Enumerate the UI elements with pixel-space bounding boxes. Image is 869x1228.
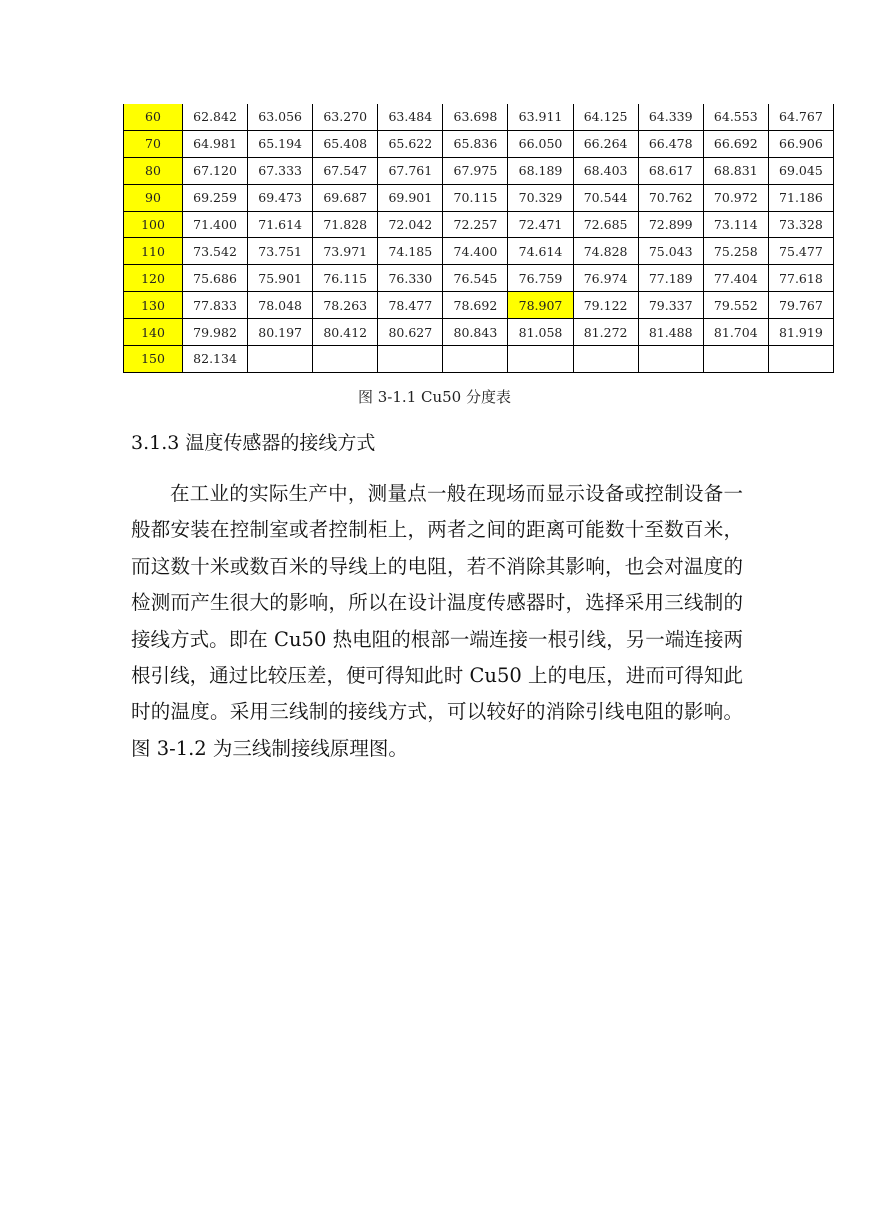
resistance-cell: 75.043 xyxy=(638,238,703,265)
resistance-cell: 73.328 xyxy=(768,211,833,238)
resistance-cell: 68.189 xyxy=(508,157,573,184)
resistance-cell: 64.981 xyxy=(183,130,248,157)
resistance-cell: 77.189 xyxy=(638,265,703,292)
resistance-cell: 70.762 xyxy=(638,184,703,211)
resistance-cell: 63.056 xyxy=(248,104,313,130)
resistance-cell: 76.759 xyxy=(508,265,573,292)
resistance-cell: 75.477 xyxy=(768,238,833,265)
resistance-cell xyxy=(573,346,638,373)
table-row xyxy=(124,346,834,373)
resistance-cell: 67.547 xyxy=(313,157,378,184)
resistance-cell: 80.843 xyxy=(443,319,508,346)
resistance-cell: 81.058 xyxy=(508,319,573,346)
resistance-cell xyxy=(508,346,573,373)
temperature-cell: 110 xyxy=(124,238,183,265)
resistance-cell: 74.400 xyxy=(443,238,508,265)
resistance-cell: 67.975 xyxy=(443,157,508,184)
resistance-cell: 64.553 xyxy=(703,104,768,130)
resistance-cell: 68.831 xyxy=(703,157,768,184)
resistance-cell: 62.842 xyxy=(183,104,248,130)
table-row xyxy=(124,319,834,346)
resistance-cell: 72.042 xyxy=(378,211,443,238)
resistance-cell: 68.617 xyxy=(638,157,703,184)
temperature-cell: 150 xyxy=(124,346,183,373)
resistance-cell: 81.488 xyxy=(638,319,703,346)
resistance-cell xyxy=(768,346,833,373)
temperature-cell: 130 xyxy=(124,292,183,319)
resistance-cell: 63.698 xyxy=(443,104,508,130)
resistance-cell: 78.263 xyxy=(313,292,378,319)
resistance-cell: 70.329 xyxy=(508,184,573,211)
resistance-cell: 80.197 xyxy=(248,319,313,346)
resistance-cell: 65.408 xyxy=(313,130,378,157)
body-paragraph: 在工业的实际生产中，测量点一般在现场而显示设备或控制设备一般都安装在控制室或者控制柜上，两者之间的距离可能数十至数百米，而这数十米或数百米的导线上的电阻，若不消除其影响，也会对温度的检测而产生很大的影响，所以在设计温度传感器时，选择采用三线制的接线方式。即在 Cu50 热电阻的根部一端连接一根引线，另一端连接两根引线，通过比较压差，便可得知此时 Cu50 上的电压，进而可得知此时的温度。采用三线制的接线方式，可以较好的消除引线电阻的影响。图 3-1.2 为三线制接线原理图。 xyxy=(131,482,743,760)
resistance-cell xyxy=(443,346,508,373)
highlighted-resistance-cell: 78.907 xyxy=(508,292,573,319)
resistance-cell: 65.622 xyxy=(378,130,443,157)
resistance-cell: 71.186 xyxy=(768,184,833,211)
resistance-cell: 70.544 xyxy=(573,184,638,211)
resistance-cell xyxy=(703,346,768,373)
resistance-cell: 65.194 xyxy=(248,130,313,157)
resistance-cell: 72.899 xyxy=(638,211,703,238)
table-row xyxy=(124,211,834,238)
temperature-cell: 70 xyxy=(124,130,183,157)
resistance-cell: 77.833 xyxy=(183,292,248,319)
resistance-cell: 73.971 xyxy=(313,238,378,265)
table-row xyxy=(124,265,834,292)
resistance-cell: 73.751 xyxy=(248,238,313,265)
resistance-cell: 74.614 xyxy=(508,238,573,265)
resistance-cell: 77.618 xyxy=(768,265,833,292)
resistance-cell: 79.767 xyxy=(768,292,833,319)
resistance-cell: 67.761 xyxy=(378,157,443,184)
resistance-cell: 69.473 xyxy=(248,184,313,211)
resistance-cell: 81.272 xyxy=(573,319,638,346)
resistance-cell xyxy=(378,346,443,373)
resistance-cell: 71.828 xyxy=(313,211,378,238)
resistance-cell: 69.687 xyxy=(313,184,378,211)
resistance-cell xyxy=(248,346,313,373)
resistance-cell: 64.125 xyxy=(573,104,638,130)
resistance-cell: 80.627 xyxy=(378,319,443,346)
resistance-cell: 70.972 xyxy=(703,184,768,211)
resistance-cell: 73.114 xyxy=(703,211,768,238)
resistance-cell: 75.258 xyxy=(703,238,768,265)
resistance-cell: 63.484 xyxy=(378,104,443,130)
resistance-cell: 73.542 xyxy=(183,238,248,265)
section-heading: 3.1.3 温度传感器的接线方式 xyxy=(131,432,376,454)
resistance-cell: 79.552 xyxy=(703,292,768,319)
resistance-cell: 76.330 xyxy=(378,265,443,292)
resistance-cell: 66.478 xyxy=(638,130,703,157)
resistance-cell: 76.974 xyxy=(573,265,638,292)
resistance-cell: 72.471 xyxy=(508,211,573,238)
resistance-cell: 70.115 xyxy=(443,184,508,211)
resistance-cell: 66.264 xyxy=(573,130,638,157)
resistance-cell: 69.045 xyxy=(768,157,833,184)
resistance-cell: 77.404 xyxy=(703,265,768,292)
resistance-cell: 79.337 xyxy=(638,292,703,319)
temperature-cell: 60 xyxy=(124,104,183,130)
resistance-cell xyxy=(638,346,703,373)
table-row xyxy=(124,184,834,211)
resistance-cell: 72.685 xyxy=(573,211,638,238)
resistance-cell: 67.120 xyxy=(183,157,248,184)
resistance-cell: 66.692 xyxy=(703,130,768,157)
resistance-cell: 63.911 xyxy=(508,104,573,130)
resistance-cell: 75.686 xyxy=(183,265,248,292)
resistance-cell: 66.050 xyxy=(508,130,573,157)
table-row xyxy=(124,130,834,157)
temperature-cell: 100 xyxy=(124,211,183,238)
table-row xyxy=(124,104,834,130)
table-caption: 图 3-1.1 Cu50 分度表 xyxy=(358,388,511,406)
resistance-cell: 75.901 xyxy=(248,265,313,292)
resistance-cell: 78.048 xyxy=(248,292,313,319)
table-row xyxy=(124,238,834,265)
resistance-cell: 76.545 xyxy=(443,265,508,292)
resistance-cell: 69.259 xyxy=(183,184,248,211)
resistance-cell: 74.828 xyxy=(573,238,638,265)
resistance-cell: 72.257 xyxy=(443,211,508,238)
resistance-cell: 79.982 xyxy=(183,319,248,346)
table-body xyxy=(124,104,834,372)
resistance-cell: 81.704 xyxy=(703,319,768,346)
resistance-cell: 74.185 xyxy=(378,238,443,265)
resistance-cell: 78.477 xyxy=(378,292,443,319)
resistance-cell: 64.767 xyxy=(768,104,833,130)
resistance-cell xyxy=(313,346,378,373)
resistance-cell: 69.901 xyxy=(378,184,443,211)
resistance-cell: 71.614 xyxy=(248,211,313,238)
table-row xyxy=(124,157,834,184)
resistance-cell: 71.400 xyxy=(183,211,248,238)
resistance-cell: 66.906 xyxy=(768,130,833,157)
resistance-cell: 78.692 xyxy=(443,292,508,319)
resistance-cell: 76.115 xyxy=(313,265,378,292)
resistance-cell: 82.134 xyxy=(183,346,248,373)
resistance-cell: 80.412 xyxy=(313,319,378,346)
temperature-cell: 140 xyxy=(124,319,183,346)
cu50-resistance-table xyxy=(123,104,834,373)
resistance-cell: 64.339 xyxy=(638,104,703,130)
resistance-cell: 63.270 xyxy=(313,104,378,130)
resistance-cell: 67.333 xyxy=(248,157,313,184)
resistance-cell: 65.836 xyxy=(443,130,508,157)
temperature-cell: 90 xyxy=(124,184,183,211)
resistance-cell: 81.919 xyxy=(768,319,833,346)
resistance-cell: 79.122 xyxy=(573,292,638,319)
resistance-cell: 68.403 xyxy=(573,157,638,184)
temperature-cell: 80 xyxy=(124,157,183,184)
table-row xyxy=(124,292,834,319)
temperature-cell: 120 xyxy=(124,265,183,292)
